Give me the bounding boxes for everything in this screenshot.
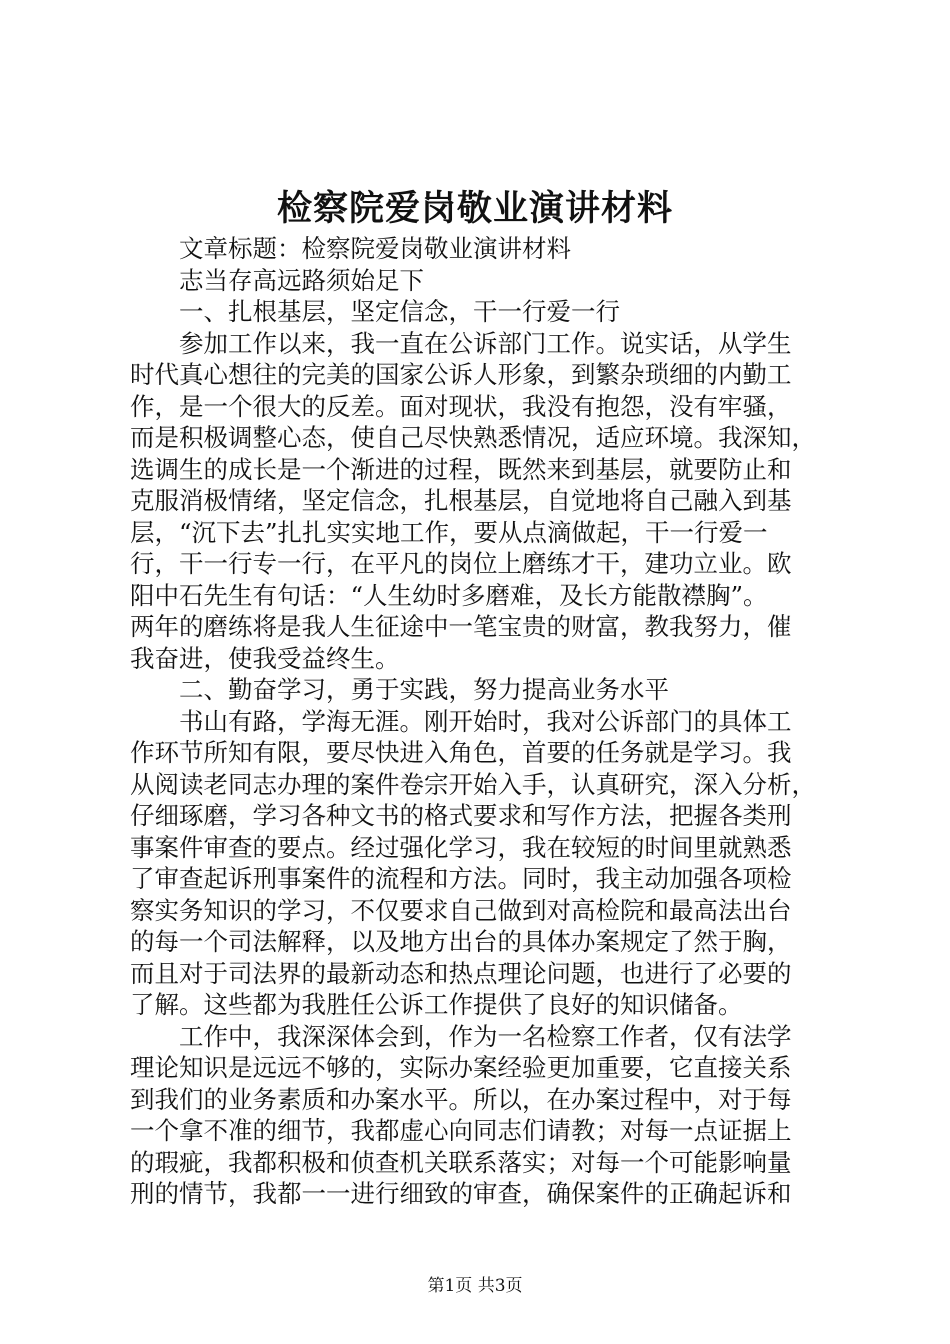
text-line: 志当存高远路须始足下 xyxy=(179,265,424,295)
text-line: 仔细琢磨，学习各种文书的格式要求和写作方法，把握各类刑 xyxy=(130,801,792,830)
text-line: 理论知识是远远不够的，实际办案经验更加重要，它直接关系 xyxy=(130,1053,792,1082)
text-line: 作，是一个很大的反差。面对现状，我没有抱怨，没有牢骚， xyxy=(130,391,792,421)
text-line: 从阅读老同志办理的案件卷宗开始入手，认真研究，深入分析， xyxy=(130,769,816,799)
text-line: 阳中石先生有句话：“人生幼时多磨难，及长方能散襟胸”。 xyxy=(130,580,768,610)
text-line: 层，“沉下去”扎扎实实地工作，要从点滴做起，干一行爱一 xyxy=(130,517,768,547)
text-line: 到我们的业务素质和办案水平。所以，在办案过程中，对于每 xyxy=(130,1084,792,1114)
text-line: 了审查起诉刑事案件的流程和方法。同时，我主动加强各项检 xyxy=(130,864,792,893)
text-line: 文章标题：检察院爱岗敬业演讲材料 xyxy=(179,234,571,263)
text-line: 刑的情节，我都一一进行细致的审查，确保案件的正确起诉和 xyxy=(130,1179,792,1208)
text-line: 二、勤奋学习，勇于实践，努力提高业务水平 xyxy=(179,675,669,704)
text-line: 而且对于司法界的最新动态和热点理论问题，也进行了必要的 xyxy=(130,958,792,988)
text-line: 时代真心想往的完美的国家公诉人形象，到繁杂琐细的内勤工 xyxy=(130,360,792,389)
text-line: 一、扎根基层，坚定信念，干一行爱一行 xyxy=(179,297,620,326)
text-line: 察实务知识的学习，不仅要求自己做到对高检院和最高法出台 xyxy=(130,895,792,925)
document-body xyxy=(130,233,830,1210)
text-line: 作环节所知有限，要尽快进入角色，首要的任务就是学习。我 xyxy=(130,738,792,767)
text-line: 书山有路，学海无涯。刚开始时，我对公诉部门的具体工 xyxy=(179,706,792,736)
text-line: 参加工作以来，我一直在公诉部门工作。说实话，从学生 xyxy=(179,328,792,358)
text-line: 事案件审查的要点。经过强化学习，我在较短的时间里就熟悉 xyxy=(130,832,792,862)
text-line: 的瑕疵，我都积极和侦查机关联系落实；对每一个可能影响量 xyxy=(130,1147,792,1177)
text-line: 选调生的成长是一个渐进的过程，既然来到基层，就要防止和 xyxy=(130,454,792,484)
text-line: 两年的磨练将是我人生征途中一笔宝贵的财富，教我努力，催 xyxy=(130,612,792,641)
text-line: 而是积极调整心态，使自己尽快熟悉情况，适应环境。我深知， xyxy=(130,423,816,452)
text-line: 一个拿不准的细节，我都虚心向同志们请教；对每一点证据上 xyxy=(130,1116,792,1145)
text-line: 我奋进，使我受益终生。 xyxy=(130,643,400,673)
text-line: 的每一个司法解释，以及地方出台的具体办案规定了然于胸， xyxy=(130,927,792,956)
text-line: 了解。这些都为我胜任公诉工作提供了良好的知识储备。 xyxy=(130,990,743,1019)
text-line: 工作中，我深深体会到，作为一名检察工作者，仅有法学 xyxy=(179,1021,792,1051)
text-line: 行，干一行专一行，在平凡的岗位上磨练才干，建功立业。欧 xyxy=(130,549,792,578)
text-line: 克服消极情绪，坚定信念，扎根基层，自觉地将自己融入到基 xyxy=(130,486,792,515)
page-footer: 第1页 共3页 xyxy=(427,1276,523,1296)
document-title: 检察院爱岗敬业演讲材料 xyxy=(276,188,673,229)
